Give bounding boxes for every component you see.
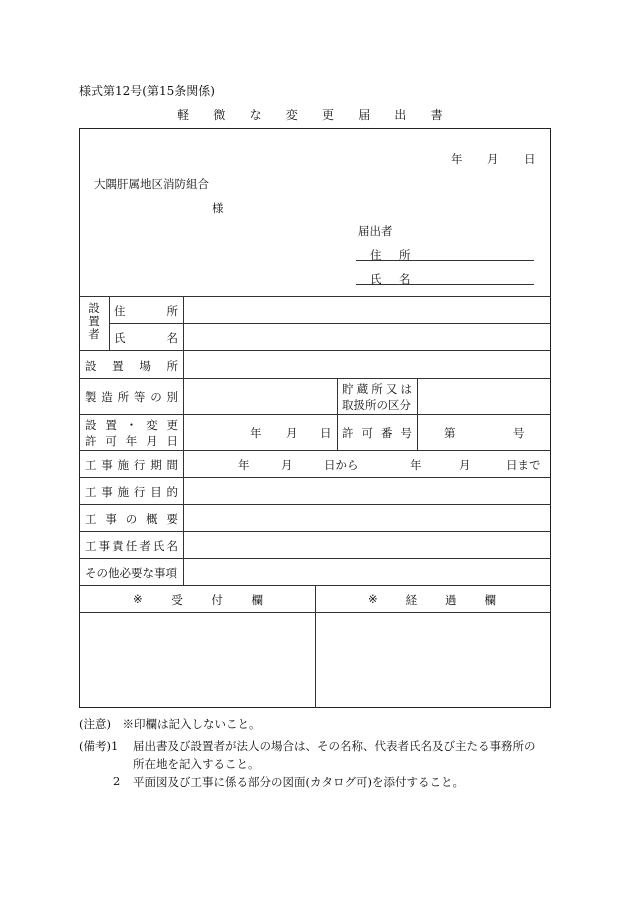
divider-installer-bottom: [79, 350, 551, 351]
divider-bottom-columns: [315, 585, 316, 708]
progress-char-1: ※: [368, 592, 378, 606]
supervisor-name-char-4: 任: [125, 539, 138, 553]
construction-summary-label: [85, 511, 178, 527]
supervisor-name-label: [85, 538, 178, 554]
period-from-month: 月: [281, 458, 293, 472]
construction-summary-char-5: 要: [166, 512, 178, 526]
remark2-text: 平面図及び工事に係る部分の図面(カタログ可)を添付すること。: [133, 775, 464, 789]
divider-supervisor: [79, 558, 551, 559]
permit-date-l1-char-5: 更: [166, 418, 178, 432]
divider-mid-column: [337, 378, 338, 450]
supervisor-name-char-6: 氏: [152, 539, 165, 553]
divider-purpose: [79, 504, 551, 505]
permit-number-suffix: 号: [513, 426, 525, 440]
permit-number-char-2: 可: [361, 426, 373, 440]
remark2-number: 2: [113, 774, 121, 788]
other-matters-label: その他必要な事項: [85, 566, 177, 580]
storage-class-char-2: 蔵: [356, 382, 369, 396]
permit-date-year: 年: [250, 426, 262, 440]
construction-purpose-char-3: 施: [117, 485, 130, 499]
address-label: 住 所: [370, 248, 418, 262]
reception-char-3: 付: [211, 593, 223, 607]
divider-summary: [79, 531, 551, 532]
permit-date-label-line2: [85, 433, 178, 449]
progress-char-3: 過: [445, 593, 457, 607]
construction-purpose-char-4: 行: [133, 485, 146, 499]
date-day: 日: [524, 152, 536, 166]
permit-date-month: 月: [286, 426, 298, 440]
construction-period-char-2: 事: [101, 458, 113, 472]
name-underline[interactable]: [356, 284, 534, 285]
period-from-year: 年: [238, 458, 250, 472]
period-to-year: 年: [410, 458, 422, 472]
construction-period-char-1: 工: [85, 458, 97, 472]
construction-summary-char-2: 事: [105, 512, 117, 526]
facility-type-char-4: 等: [133, 390, 146, 404]
permit-date-day: 日: [320, 426, 332, 440]
construction-summary-char-4: 概: [146, 512, 158, 526]
caution-note: (注意) ※印欄は記入しないこと。: [79, 717, 261, 731]
facility-type-char-6: 別: [166, 390, 178, 404]
remark1-line2: 所在地を記入すること。: [133, 757, 260, 771]
construction-purpose-char-1: 工: [85, 485, 97, 499]
document-title-text: 軽 微 な 変 更 届 出 書: [177, 108, 453, 122]
permit-date-l2-char-1: 許: [85, 434, 97, 448]
supervisor-name-char-1: 工: [85, 539, 97, 553]
document-title: [0, 106, 630, 123]
construction-period-char-3: 施: [117, 458, 130, 472]
remark1-line1: 届出書及び設置者が法人の場合は、その名称、代表者氏名及び主たる事務所の: [133, 739, 536, 753]
installer-address-label: [114, 303, 178, 319]
installer-address-char-1: 住: [114, 304, 126, 318]
location-char-2: 置: [112, 359, 124, 373]
permit-number-char-1: 許: [342, 426, 354, 440]
supervisor-name-char-2: 事: [98, 539, 111, 553]
construction-purpose-char-5: 目: [150, 485, 162, 499]
reception-char-2: 受: [171, 593, 183, 607]
date-month: 月: [487, 152, 499, 166]
installer-group-label: 設置者: [88, 301, 100, 341]
addressee: 大隅肝属地区消防組合: [94, 177, 209, 191]
facility-type-label: [85, 389, 178, 405]
divider-location: [79, 378, 551, 379]
storage-class-char-4: 又: [385, 382, 398, 396]
reception-column-label: [133, 592, 263, 608]
location-char-4: 所: [166, 359, 178, 373]
reception-char-1: ※: [133, 592, 143, 606]
permit-date-l1-char-2: 置: [105, 418, 117, 432]
supervisor-name-char-7: 名: [166, 539, 178, 553]
facility-type-char-5: の: [150, 390, 162, 404]
storage-class-label-line2: 取扱所の区分: [342, 398, 411, 412]
installer-name-char-2: 名: [166, 331, 178, 345]
progress-char-2: 経: [405, 593, 418, 607]
permit-date-l2-char-3: 年: [125, 434, 138, 448]
installer-name-char-1: 氏: [114, 331, 126, 345]
permit-date-label-line1: [85, 417, 178, 433]
construction-period-char-4: 行: [133, 458, 146, 472]
location-char-1: 設: [85, 359, 97, 373]
permit-number-prefix: 第: [444, 426, 456, 440]
name-label: 氏 名: [370, 272, 418, 286]
supervisor-name-char-3: 責: [112, 539, 124, 553]
storage-class-char-1: 貯: [342, 382, 354, 396]
divider-header: [79, 296, 551, 297]
form-number: 様式第12号(第15条関係): [79, 84, 215, 98]
facility-type-char-1: 製: [85, 390, 97, 404]
installer-address-char-2: 所: [166, 304, 178, 318]
permit-date-l2-char-5: 日: [166, 434, 178, 448]
permit-date-l2-char-2: 可: [105, 434, 117, 448]
construction-purpose-char-2: 事: [101, 485, 113, 499]
construction-purpose-label: [85, 484, 178, 500]
divider-installer-mid: [109, 323, 551, 324]
date-year: 年: [451, 152, 463, 166]
facility-type-char-3: 所: [117, 390, 130, 404]
permit-date-l2-char-4: 月: [146, 434, 158, 448]
storage-class-char-3: 所: [371, 382, 383, 396]
divider-installer-group: [109, 296, 110, 350]
permit-date-l1-char-1: 設: [85, 418, 97, 432]
supervisor-name-char-5: 者: [139, 539, 151, 553]
period-from-day: 日から: [324, 458, 359, 472]
permit-number-char-3: 番: [381, 426, 393, 440]
storage-class-label-line1: [342, 381, 412, 397]
construction-purpose-char-6: 的: [166, 485, 178, 499]
reception-char-4: 欄: [251, 593, 263, 607]
divider-facility: [79, 414, 551, 415]
construction-period-char-6: 間: [166, 458, 178, 472]
construction-summary-char-3: の: [125, 512, 138, 526]
remarks-label: (備考)1: [79, 739, 119, 753]
construction-period-char-5: 期: [150, 458, 162, 472]
divider-label-column: [183, 296, 184, 585]
period-to-day: 日まで: [506, 458, 541, 472]
divider-right-column: [417, 378, 418, 450]
divider-period: [79, 477, 551, 478]
permit-date-l1-char-3: ・: [125, 418, 138, 432]
location-char-3: 場: [139, 359, 151, 373]
divider-permit: [79, 450, 551, 451]
address-underline[interactable]: [356, 260, 534, 261]
construction-period-label: [85, 457, 178, 473]
honorific: 様: [212, 201, 224, 215]
facility-type-char-2: 造: [101, 390, 113, 404]
storage-class-char-5: は: [400, 382, 412, 396]
location-label: [85, 358, 178, 374]
permit-date-l1-char-4: 変: [146, 418, 158, 432]
installer-name-label: [114, 330, 178, 346]
permit-number-label: [342, 425, 412, 441]
progress-column-label: [368, 592, 496, 608]
construction-summary-char-1: 工: [85, 512, 97, 526]
progress-char-4: 欄: [484, 593, 496, 607]
period-to-month: 月: [459, 458, 471, 472]
permit-number-char-4: 号: [400, 426, 412, 440]
notifier-label: 届出者: [358, 224, 393, 238]
